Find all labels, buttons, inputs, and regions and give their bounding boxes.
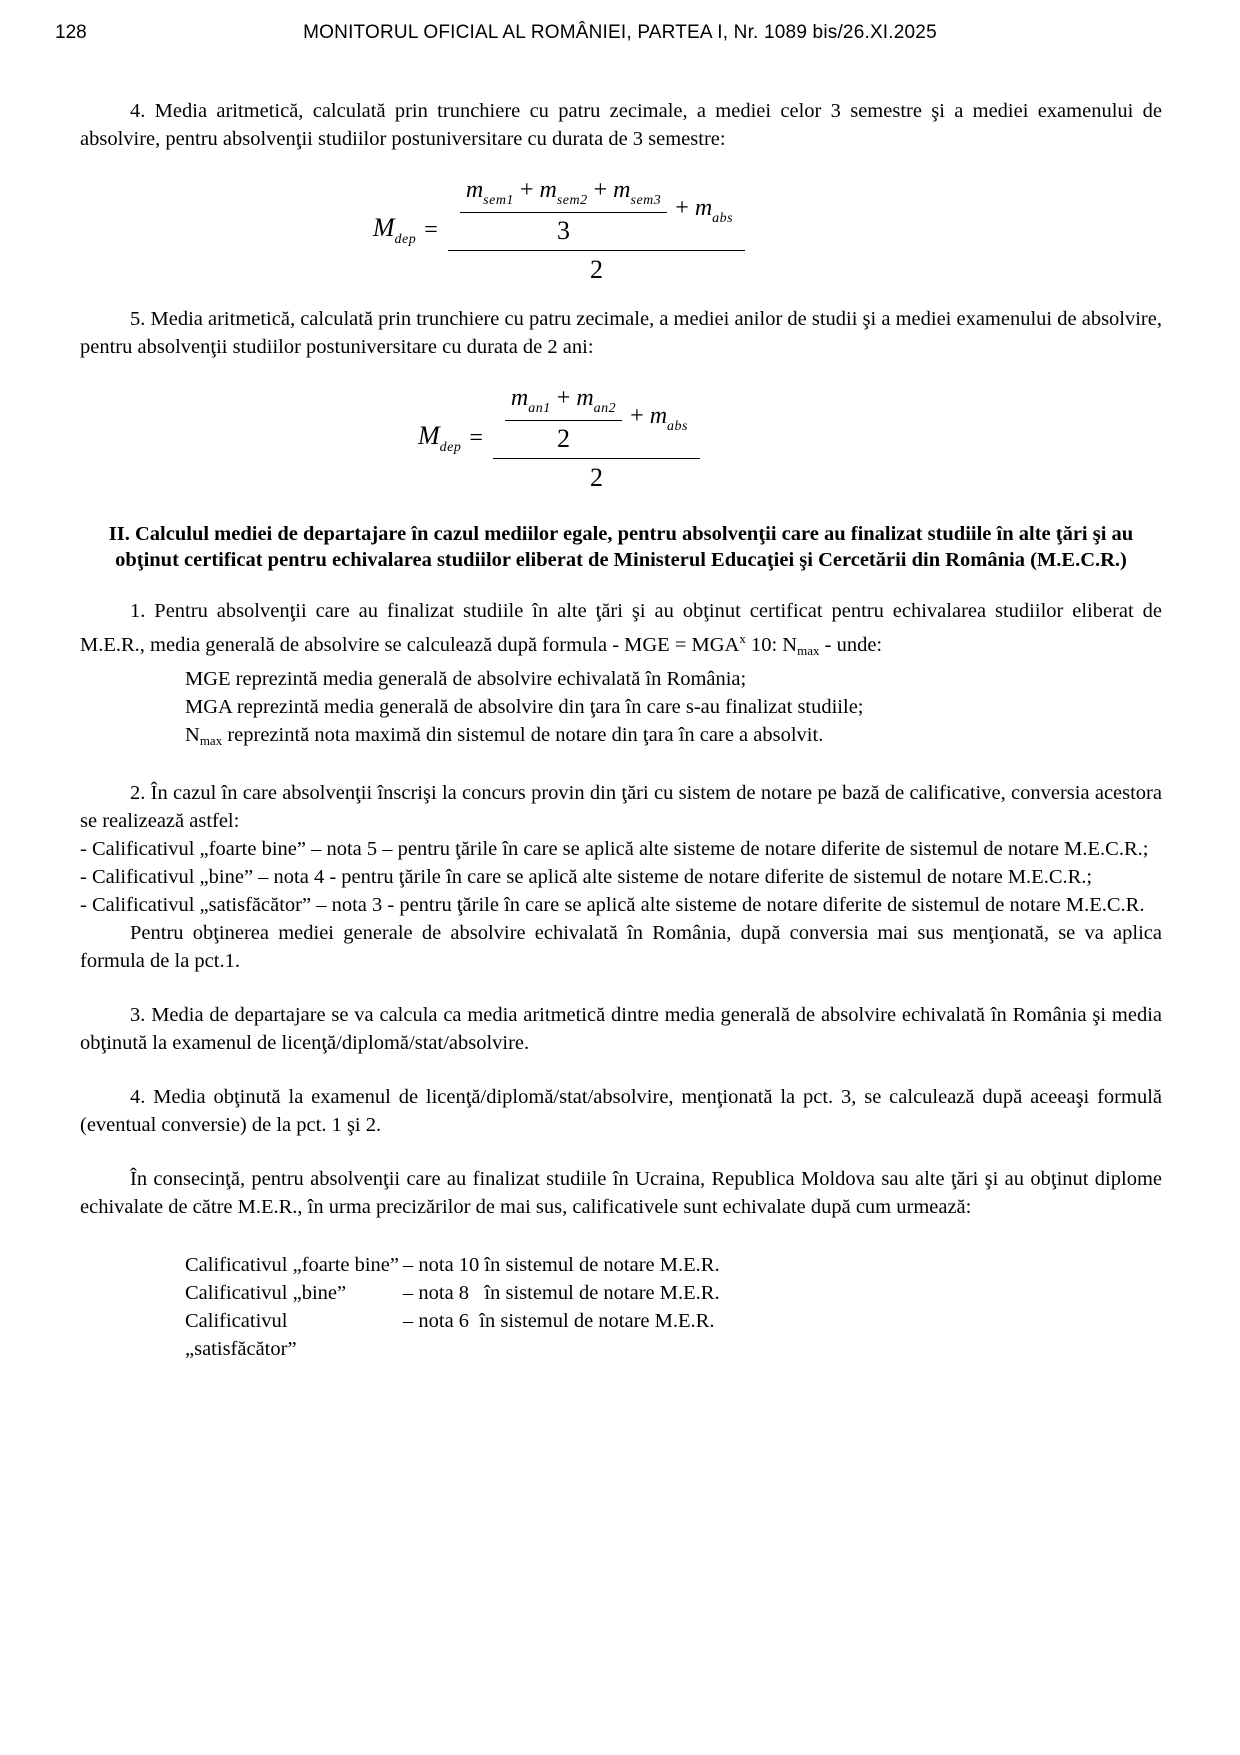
paragraph-section2-item-1: 1. Pentru absolvenţii care au finalizat studiile în alte ţări şi au obţinut certificat pentru echivalarea studiilor eliberat de M.E.R., media generală de absolvire se calculează după formula - MGE = $MGA^x$ 10: $N_{max}$ - unde:	[80, 599, 1162, 658]
inner-fraction: $\frac{m_{sem1} + m_{sem2} + m_{sem3}}{3}$	[460, 177, 667, 246]
header-title: MONITORUL OFICIAL AL ROMÂNIEI, PARTEA I, Nr. 1089 bis/26.XI.2025	[303, 22, 937, 43]
equals-sign: =	[469, 425, 483, 452]
page-content	[0, 97, 1240, 1363]
paragraph-formula-pct1: Pentru obţinerea mediei generale de absolvire echivalată în România, după conversia mai sus menţionată, se va aplica formula de la pct.1.	[80, 921, 1162, 972]
definition-mge: MGE reprezintă media generală de absolvire echivalată în România;	[185, 667, 747, 690]
subscript-max: max	[797, 642, 820, 658]
formula-media-3-semestre	[18, 177, 1100, 285]
paragraph-item-4: 4. Media aritmetică, calculată prin trunchiere cu patru zecimale, a mediei celor 3 semestre şi a mediei examenului de absolvire, pentru absolvenţii studiilor postuniversitare cu durata de 3 semestre:	[80, 100, 1162, 150]
inner-fraction: $\frac{m_{an1} + m_{an2}}{2}$	[505, 385, 622, 454]
paragraph-conclusion: În consecinţă, pentru absolvenţii care au finalizat studiile în Ucraina, Republica Moldova sau alte ţări şi au obţinut diplome echivalate de către M.E.R., în urma precizărilor de mai sus, calificativele sunt echivalate după cum urmează:	[80, 1167, 1162, 1218]
qualifier-bullet-bine: - Calificativul „bine” – nota 4 - pentru ţările în care se aplică alte sisteme de notare diferite de sistemul de notare M.E.C.R.;	[80, 865, 1093, 888]
subscript-max: max	[199, 732, 223, 748]
qualifier-bullet-foarte-bine: - Calificativul „foarte bine” – nota 5 – pentru ţările în care se aplică alte sisteme de notare diferite de sistemul de notare M.E.C.R.;	[80, 837, 1149, 860]
outer-fraction: $\frac{m_{sem1} + m_{sem2} + m_{sem3}}{3}$ + $m_{abs}$ 2	[448, 177, 745, 285]
equivalence-row-foarte-bine: Calificativul „foarte bine” – nota 10 în sistemul de notare M.E.R.	[185, 1253, 720, 1276]
paragraph-section2-item-4: 4. Media obţinută la examenul de licenţă/diplomă/stat/absolvire, menţionată la pct. 3, se calculează după aceeaşi formulă (eventual conversie) de la pct. 1 şi 2.	[80, 1085, 1162, 1136]
definition-nmax: $N_{max}$ reprezintă nota maximă din sistemul de notare din ţara în care a absolvit.	[185, 723, 824, 748]
outer-fraction: $\frac{m_{an1} + m_{an2}}{2}$ + $m_{abs}$ 2	[493, 385, 700, 493]
formula-lhs: $M_{dep}$	[372, 213, 417, 248]
formula-media-2-ani	[18, 385, 1100, 493]
qualifier-bullet-satisfacator: - Calificativul „satisfăcător” – nota 3 - pentru ţările în care se aplică alte sisteme de notare diferite de sistemul de notare M.E.C.R.	[80, 893, 1145, 916]
page-header	[0, 0, 1240, 52]
paragraph-item-5: 5. Media aritmetică, calculată prin trunchiere cu patru zecimale, a mediei anilor de studii şi a mediei examenului de absolvire, pentru absolvenţii studiilor postuniversitare cu durata de 2 ani:	[80, 307, 1162, 358]
equals-sign: =	[424, 217, 438, 244]
page-number: 128	[55, 22, 87, 43]
superscript-x: x	[739, 630, 746, 646]
definition-mga: MGA reprezintă media generală de absolvire din ţara în care s-au finalizat studiile;	[185, 695, 864, 718]
paragraph-section2-item-2: 2. În cazul în care absolvenţii înscrişi la concurs provin din ţări cu sistem de notare pe bază de calificative, conversia acestora se realizează astfel:	[80, 781, 1162, 832]
equivalence-row-bine: Calificativul „bine” – nota 8 în sistemul de notare M.E.R.	[185, 1281, 720, 1304]
formula-lhs: $M_{dep}$	[417, 421, 462, 456]
equivalence-list	[185, 1251, 1162, 1363]
equivalence-row-satisfacator: Calificativul „satisfăcător” – nota 6 în sistemul de notare M.E.R.	[185, 1309, 715, 1360]
paragraph-section2-item-3: 3. Media de departajare se va calcula ca media aritmetică dintre media generală de absolvire echivalată în România şi media obţinută la examenul de licenţă/diplomă/stat/absolvire.	[80, 1003, 1162, 1054]
section-ii-heading: II. Calculul mediei de departajare în cazul mediilor egale, pentru absolvenţii care au finalizat studiile în alte ţări şi au obţinut certificat pentru echivalarea studiilor eliberat de Ministerul Educaţiei şi Cercetării din România (M.E.C.R.)	[108, 522, 1134, 571]
